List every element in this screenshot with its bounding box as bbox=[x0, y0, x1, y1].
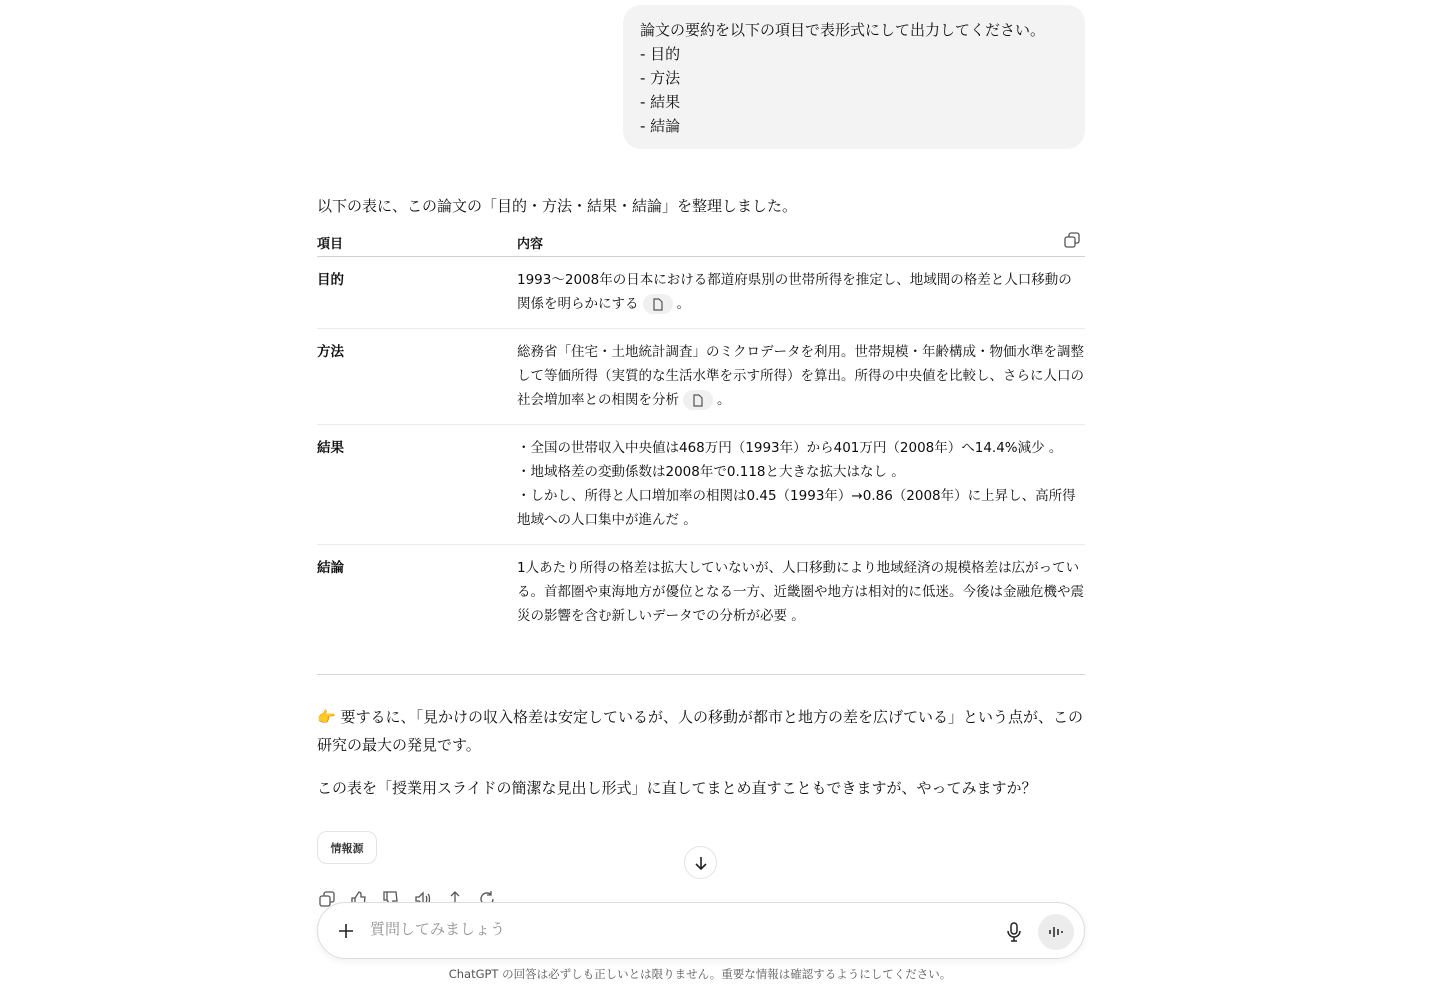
user-message-bubble bbox=[623, 5, 1085, 149]
document-icon bbox=[652, 298, 664, 311]
row-text: 総務省「住宅・土地統計調査」のミクロデータを利用。世帯規模・年齢構成・物価水準を調整して等価所得（実質的な生活水準を示す所得）を算出。所得の中央値を比較し、さらに人口の社会増加率との相関を分析 bbox=[517, 344, 1084, 408]
table-row bbox=[317, 257, 1085, 329]
summary-text: 👉 要するに、「見かけの収入格差は安定しているが、人の移動が都市と地方の差を広げている」という点が、この研究の最大の発見です。 bbox=[317, 708, 1083, 754]
divider bbox=[317, 674, 1085, 675]
row-content: 1人あたり所得の格差は拡大していないが、人口移動により地域経済の規模格差は広がっている。首都圏や東海地方が優位となる一方、近畿圏や地方は相対的に低迷。今後は金融危機や震災の影響を含む新しいデータでの分析が必要 。 bbox=[517, 560, 1084, 624]
disclaimer: ChatGPT の回答は必ずしも正しいとは限りません。重要な情報は確認するようにしてください。 bbox=[448, 967, 952, 981]
row-content bbox=[517, 268, 1085, 316]
row-text: 1993〜2008年の日本における都道府県別の世帯所得を推定し、地域間の格差と人口移動の関係を明らかにする bbox=[517, 272, 1072, 312]
user-message-line: - 方法 bbox=[640, 69, 681, 87]
followup-question: この表を「授業用スライドの簡潔な見出し形式」に直してまとめ直すこともできますが、やってみますか？ bbox=[317, 779, 1037, 797]
header-content: 内容 bbox=[517, 236, 544, 252]
plus-icon[interactable] bbox=[335, 920, 357, 942]
copy-table-icon[interactable] bbox=[1063, 231, 1081, 249]
row-content bbox=[517, 436, 1085, 532]
result-bullet: ・しかし、所得と人口増加率の相関は0.45（1993年）→0.86（2008年）に上昇し、高所得地域への人口集中が進んだ 。 bbox=[517, 488, 1076, 528]
table-row bbox=[317, 425, 1085, 545]
user-message-line: - 目的 bbox=[640, 45, 681, 63]
arrow-down-icon bbox=[693, 855, 709, 871]
microphone-icon[interactable] bbox=[1004, 921, 1024, 943]
result-bullet: ・全国の世帯収入中央値は468万円（1993年）から401万円（2008年）へ14.4%減少 。 bbox=[517, 440, 1063, 456]
composer bbox=[317, 902, 1085, 959]
row-label: 目的 bbox=[317, 272, 344, 288]
table-header bbox=[317, 228, 1085, 257]
user-message-line: - 結論 bbox=[640, 117, 681, 135]
row-suffix: 。 bbox=[676, 296, 690, 312]
waveform-icon bbox=[1048, 925, 1064, 939]
assistant-intro: 以下の表に、この論文の「目的・方法・結果・結論」を整理しました。 bbox=[317, 197, 798, 215]
voice-mode-button[interactable] bbox=[1038, 914, 1074, 950]
citation-chip[interactable] bbox=[643, 294, 673, 314]
result-bullet: ・地域格差の変動係数は2008年で0.118と大きな拡大はなし 。 bbox=[517, 464, 905, 480]
table-row bbox=[317, 329, 1085, 425]
message-input[interactable] bbox=[370, 920, 970, 938]
scroll-down-button[interactable] bbox=[684, 846, 717, 879]
header-item: 項目 bbox=[317, 236, 344, 252]
user-message-line: - 結果 bbox=[640, 93, 681, 111]
row-label: 結論 bbox=[317, 560, 344, 576]
citation-chip[interactable] bbox=[683, 390, 713, 410]
row-label: 方法 bbox=[317, 344, 344, 360]
document-icon bbox=[692, 394, 704, 407]
summary-table bbox=[317, 228, 1085, 640]
sources-button[interactable]: 情報源 bbox=[317, 831, 377, 864]
table-row bbox=[317, 545, 1085, 640]
row-content bbox=[517, 340, 1085, 412]
user-message-line: 論文の要約を以下の項目で表形式にして出力してください。 bbox=[640, 21, 1046, 39]
row-label: 結果 bbox=[317, 440, 344, 456]
row-suffix: 。 bbox=[717, 392, 731, 408]
